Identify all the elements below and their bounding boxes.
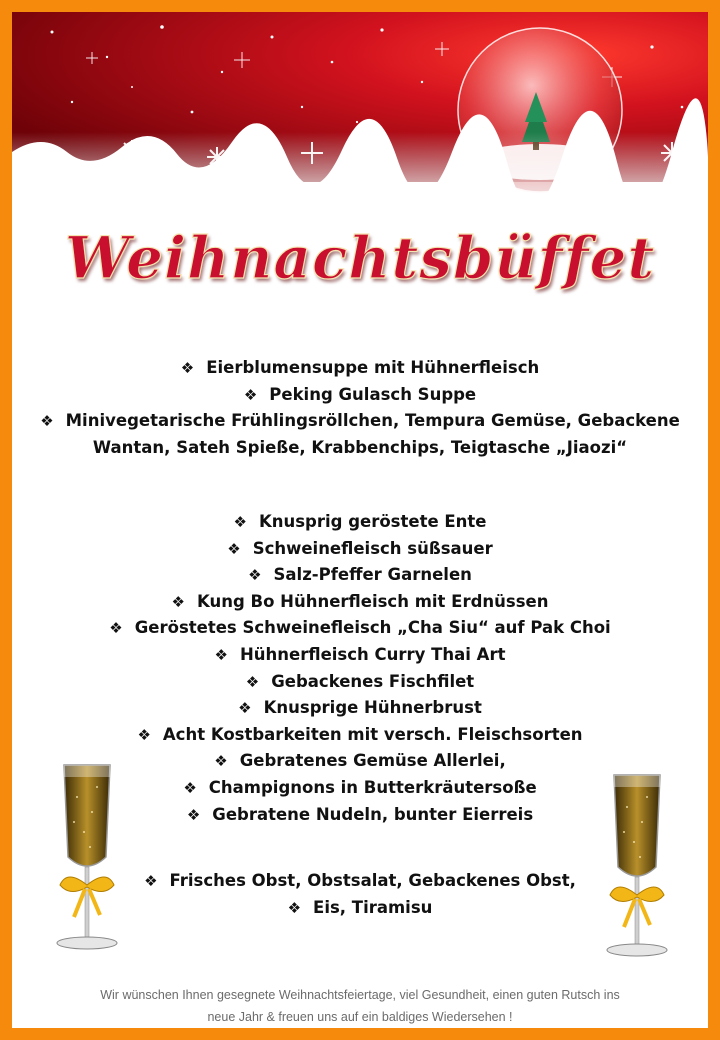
- bullet-icon: ❖: [233, 513, 247, 531]
- menu-item: ❖ Geröstetes Schweinefleisch „Cha Siu“ auf Pak Choi: [12, 615, 708, 642]
- bullet-icon: ❖: [186, 805, 201, 824]
- bullet-icon: ❖: [214, 645, 228, 664]
- footer-line: Wir wünschen Ihnen gesegnete Weihnachtsfeiertage, viel Gesundheit, einen guten Rutsch ins: [100, 988, 620, 1002]
- menu-item: ❖ Kung Bo Hühnerfleisch mit Erdnüssen: [12, 589, 708, 616]
- menu-item: ❖ Gebackenes Fischfilet: [12, 669, 708, 696]
- footer-line: neue Jahr & freuen uns auf ein baldiges Wiedersehen !: [207, 1010, 513, 1024]
- menu-item: ❖ Gebratene Nudeln, bunter Eierreis: [12, 802, 708, 829]
- menu-item: ❖ Frisches Obst, Obstsalat, Gebackenes Obst,: [12, 868, 708, 895]
- page-title: Weihnachtsbüffet: [64, 224, 656, 292]
- menu-item: ❖ Eierblumensuppe mit Hühnerfleisch: [12, 355, 708, 382]
- menu-item: ❖ Hühnerfleisch Curry Thai Art: [12, 642, 708, 669]
- bullet-icon: ❖: [245, 672, 260, 691]
- menu-item: ❖ Eis, Tiramisu: [12, 895, 708, 922]
- bullet-icon: ❖: [214, 752, 228, 771]
- menu-item: ❖ Schweinefleisch süßsauer: [12, 536, 708, 563]
- menu-item: ❖ Champignons in Butterkräutersoße: [12, 775, 708, 802]
- bullet-icon: ❖: [180, 359, 195, 377]
- menu-item: ❖ Minivegetarische Frühlingsröllchen, Tempura Gemüse, Gebackene Wantan, Sateh Spieße, Krabbenchips, Teigtasche „Jiaozi“: [40, 411, 680, 457]
- bullet-icon: ❖: [137, 725, 151, 744]
- bullet-icon: ❖: [248, 566, 262, 585]
- footer-message: [52, 984, 668, 1028]
- bullet-icon: ❖: [144, 872, 158, 890]
- bullet-icon: ❖: [243, 385, 258, 404]
- bullet-icon: ❖: [183, 778, 197, 797]
- menu-item: ❖ Acht Kostbarkeiten mit versch. Fleischsorten: [12, 722, 708, 749]
- bullet-icon: ❖: [40, 412, 54, 431]
- menu-item: ❖ Peking Gulasch Suppe: [12, 382, 708, 409]
- christmas-banner: [12, 12, 708, 212]
- bullet-icon: ❖: [238, 699, 252, 718]
- champagne-glass-icon: [602, 767, 672, 962]
- champagne-glass-icon: [52, 757, 122, 957]
- bullet-icon: ❖: [287, 898, 302, 917]
- bullet-icon: ❖: [109, 619, 123, 638]
- menu-item: ❖ Knusprig geröstete Ente: [12, 509, 708, 536]
- menu-group-soups: [12, 355, 708, 460]
- menu-item: ❖ Salz-Pfeffer Garnelen: [12, 562, 708, 589]
- menu-item: ❖ Gebratenes Gemüse Allerlei,: [12, 748, 708, 775]
- bullet-icon: ❖: [171, 592, 185, 611]
- bullet-icon: ❖: [227, 539, 241, 558]
- menu-item: ❖ Knusprige Hühnerbrust: [12, 695, 708, 722]
